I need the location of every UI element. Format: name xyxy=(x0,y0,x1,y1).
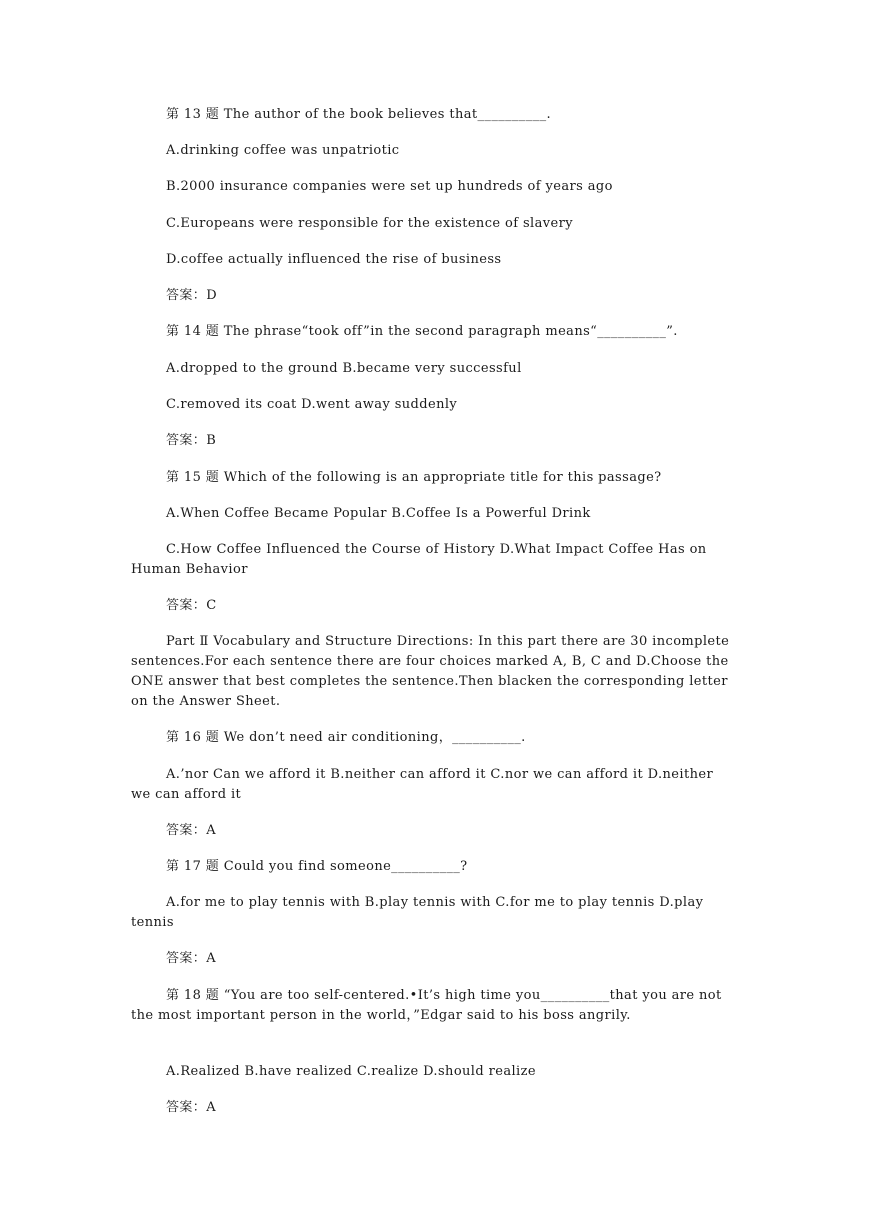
q15-answer: 答案：C xyxy=(166,598,217,613)
q16-answer: 答案：A xyxy=(166,823,216,838)
q14-options-cd: C.removed its coat D.went away suddenly xyxy=(166,397,458,412)
q18-answer: 答案：A xyxy=(166,1100,216,1115)
q13-option-c: C.Europeans were responsible for the existence of slavery xyxy=(166,216,573,231)
q14-answer: 答案：B xyxy=(166,433,217,448)
question-16: 第 16 题 We don’t need air conditioning，__________. xyxy=(166,730,526,745)
q15-options-ab: A.When Coffee Became Popular B.Coffee Is a Powerful Drink xyxy=(166,506,591,521)
q13-option-a: A.drinking coffee was unpatriotic xyxy=(166,143,400,158)
q13-answer: 答案：D xyxy=(166,288,218,303)
question-18: 第 18 题 “You are too self-centered.•It’s high time you__________that you are not the most important person in the world，”Edgar said to his boss angrily. xyxy=(131,988,727,1023)
part-2-directions: Part Ⅱ Vocabulary and Structure Directions: In this part there are 30 incomplete sentences.For each sentence there are four choices marked A, B, C and D.Choose the ONE answer that best completes the sentence.Then blacken the corresponding letter on the Answer Sheet. xyxy=(131,634,734,709)
question-14: 第 14 题 The phrase“took off”in the second paragraph means“__________”. xyxy=(166,324,678,339)
q18-options: A.Realized B.have realized C.realize D.should realize xyxy=(166,1064,536,1079)
q16-options: A.’nor Can we afford it B.neither can afford it C.nor we can afford it D.neither we can afford it xyxy=(131,767,718,802)
question-13: 第 13 题 The author of the book believes that__________. xyxy=(166,107,552,122)
q17-options: A.for me to play tennis with B.play tennis with C.for me to play tennis D.play tennis xyxy=(131,895,708,930)
q13-option-d: D.coffee actually influenced the rise of business xyxy=(166,252,502,267)
q13-option-b: B.2000 insurance companies were set up hundreds of years ago xyxy=(166,179,613,194)
q14-options-ab: A.dropped to the ground B.became very successful xyxy=(166,361,522,376)
q15-options-cd: C.How Coffee Influenced the Course of History D.What Impact Coffee Has on Human Behavior xyxy=(131,542,712,577)
question-17: 第 17 题 Could you find someone__________? xyxy=(166,859,468,874)
q17-answer: 答案：A xyxy=(166,951,216,966)
question-15: 第 15 题 Which of the following is an appropriate title for this passage? xyxy=(166,470,662,485)
